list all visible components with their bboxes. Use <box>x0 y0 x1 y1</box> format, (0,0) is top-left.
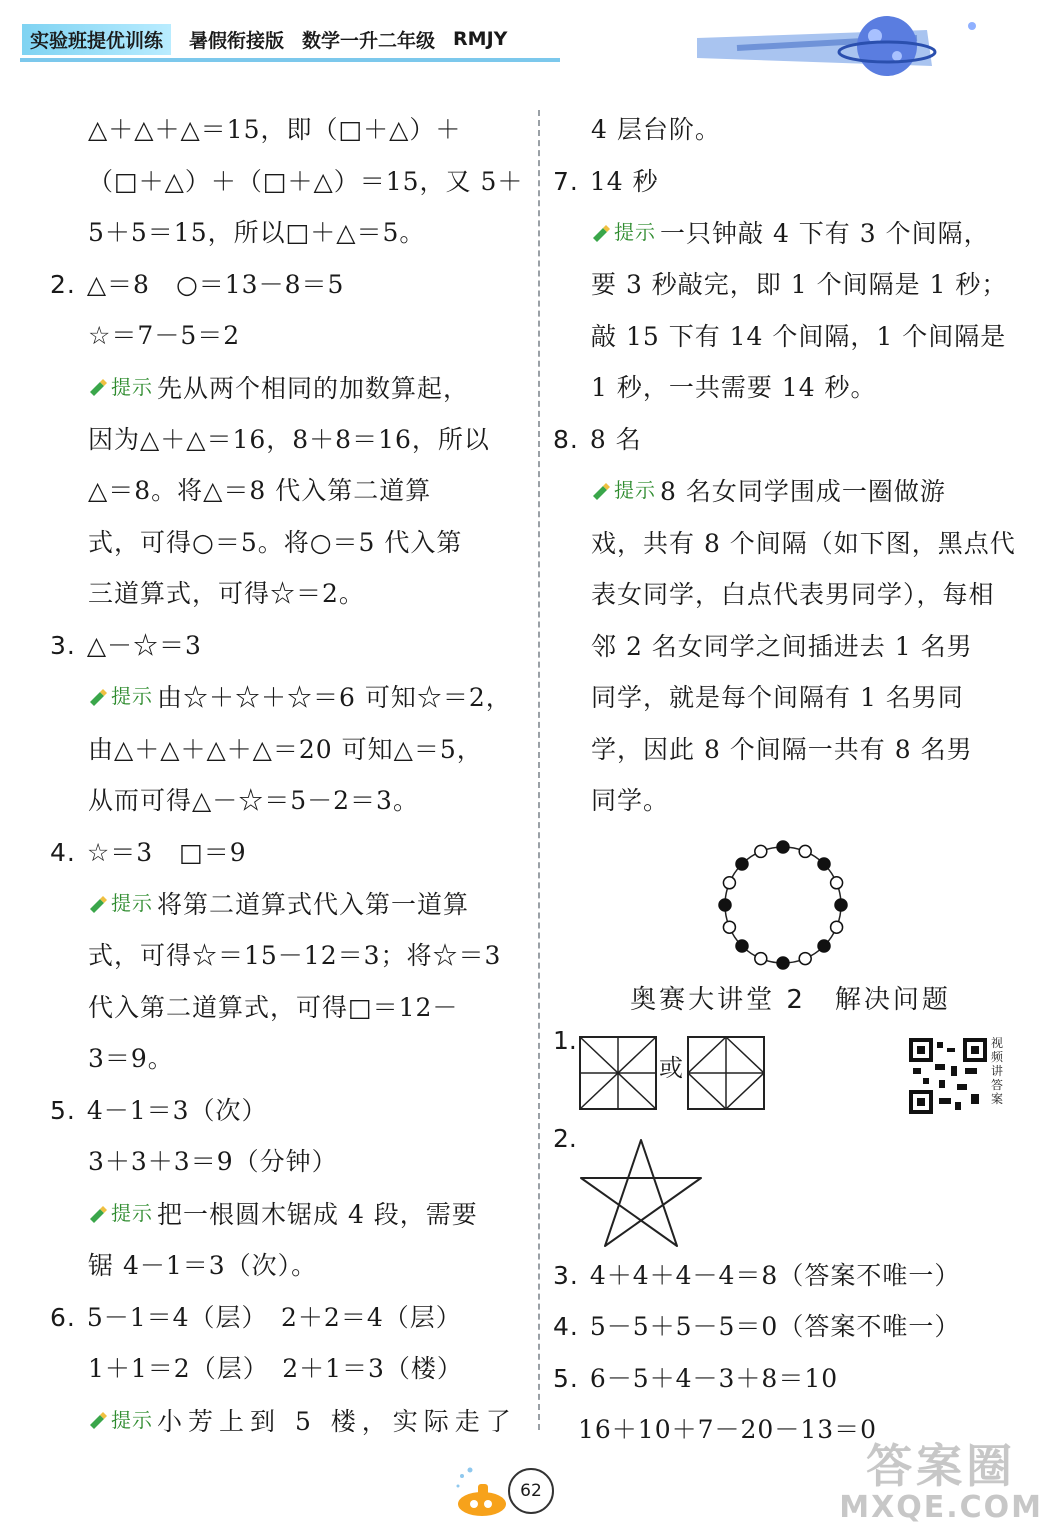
boy-dot <box>755 952 767 964</box>
q4-answer-line <box>50 827 535 879</box>
q3-hint-line-1 <box>50 671 535 723</box>
girl-dot <box>835 899 847 911</box>
p1-number: 1. <box>553 1025 577 1055</box>
q3-answer-line <box>50 620 535 672</box>
circle-of-students-figure <box>713 835 853 975</box>
pencil-icon <box>591 224 611 242</box>
subject-label: 数学一升二年级 <box>302 29 436 52</box>
p4-answer: 5－5＋5－5＝0（答案不唯一） <box>589 1312 961 1341</box>
boy-dot <box>723 921 735 933</box>
column-divider <box>538 110 540 1430</box>
q4-number: 4. <box>50 837 76 867</box>
q8-hint-line-3: 表女同学，白点代表男同学），每相 <box>591 580 995 609</box>
boy-dot <box>831 876 843 888</box>
page-number: 62 <box>508 1468 554 1514</box>
q6-answer-line <box>50 1292 535 1344</box>
right-column <box>553 104 1028 1456</box>
boy-dot <box>723 876 735 888</box>
p5-number: 5. <box>553 1363 579 1393</box>
q1-continuation-1: △＋△＋△＝15，即（□＋△）＋ <box>88 115 462 144</box>
girl-dot <box>818 857 830 869</box>
girl-dot <box>777 957 789 969</box>
p1-block <box>553 1026 1028 1118</box>
planet-illustration <box>697 8 997 83</box>
edition-label: 暑假衔接版 <box>189 29 285 52</box>
q7-hint-line-2: 要 3 秒敲完，即 1 个间隔是 1 秒； <box>591 270 1008 300</box>
watermark <box>839 1430 1043 1525</box>
p3-answer: 4＋4＋4－4＝8（答案不唯一） <box>589 1260 961 1290</box>
hint-text: 提示 <box>111 684 153 709</box>
q6-number: 6. <box>50 1302 76 1332</box>
p5-answer-b: 16＋10＋7－20－13＝0 <box>578 1415 878 1444</box>
q8-number: 8. <box>553 424 579 454</box>
q8-hint-line-1 <box>553 465 1028 517</box>
hint-text: 提示 <box>111 1407 153 1432</box>
hint-label <box>88 1188 153 1240</box>
hint-label <box>88 671 153 723</box>
header-underline <box>20 58 560 62</box>
q5-number: 5. <box>50 1095 76 1125</box>
q8-answer: 8 名 <box>589 424 642 454</box>
q2-hint-line-5: 三道算式，可得☆＝2。 <box>88 579 365 609</box>
p2-number: 2. <box>553 1123 577 1153</box>
q3-hint-text-1: 由☆＋☆＋☆＝6 可知☆＝2， <box>157 683 512 712</box>
section-title: 奥赛大讲堂 2 解决问题 <box>630 984 951 1015</box>
p3-number: 3. <box>553 1260 579 1290</box>
p3-answer-line <box>553 1250 1028 1302</box>
square-division-figure-1 <box>579 1036 657 1110</box>
circle-figure-wrap <box>553 827 1028 977</box>
q8-hint-text-1: 8 名女同学围成一圈做游 <box>660 477 946 506</box>
p2-block <box>553 1124 1028 1244</box>
series-title: 实验班提优训练 <box>22 24 171 55</box>
boy-dot <box>755 845 767 857</box>
five-point-star-figure <box>577 1138 705 1250</box>
q3-number: 3. <box>50 630 76 660</box>
q8-answer-line <box>553 414 1028 466</box>
hint-label <box>591 465 656 517</box>
q5-hint-line-1 <box>50 1188 535 1240</box>
q6-hint-text-1: 小芳上到 5 楼，实际走了 <box>157 1406 517 1436</box>
q4-hint-line-4: 3＝9。 <box>88 1044 174 1074</box>
q4-hint-line-1 <box>50 878 535 930</box>
pencil-icon <box>88 1411 108 1429</box>
boy-dot <box>831 921 843 933</box>
hint-text: 提示 <box>614 478 656 503</box>
left-column <box>50 104 535 1447</box>
q7-hint-line-3: 敲 15 下有 14 个间隔，1 个间隔是 <box>591 321 1007 351</box>
hint-label <box>88 878 153 930</box>
q3-answer: △－☆＝3 <box>86 630 202 660</box>
p4-number: 4. <box>553 1312 579 1341</box>
girl-dot <box>736 940 748 952</box>
q8-hint-line-4: 邻 2 名女同学之间插进去 1 名男 <box>591 631 973 661</box>
q6-hint-line-1 <box>50 1395 535 1447</box>
girl-dot <box>736 857 748 869</box>
q5-answer-line <box>50 1085 535 1137</box>
q7-answer-line <box>553 156 1028 208</box>
q2-hint-text-1: 先从两个相同的加数算起， <box>157 373 470 403</box>
q7-hint-line-4: 1 秒，一共需要 14 秒。 <box>591 373 877 403</box>
q3-hint-line-2: 由△＋△＋△＋△＝20 可知△＝5， <box>88 734 483 764</box>
pencil-icon <box>591 482 611 500</box>
submarine-icon <box>452 1462 512 1522</box>
qr-caption: 视频讲答案 <box>991 1035 1004 1106</box>
watermark-line-1: 答案圈 <box>866 1439 1017 1493</box>
girl-dot <box>818 940 830 952</box>
q3-hint-line-3: 从而可得△－☆＝5－2＝3。 <box>88 786 419 815</box>
q4-answer: ☆＝3 □＝9 <box>86 837 247 867</box>
q8-hint-line-5: 同学，就是每个间隔有 1 名男同 <box>591 683 964 712</box>
header-bar <box>22 24 507 54</box>
girl-dot <box>719 899 731 911</box>
pencil-icon <box>88 1205 108 1223</box>
q2-hint-line-2: 因为△＋△＝16，8＋8＝16，所以 <box>88 424 490 454</box>
p1-or-label: 或 <box>659 1053 683 1082</box>
boy-dot <box>799 952 811 964</box>
q1-continuation-3: 5＋5＝15，所以□＋△＝5。 <box>88 218 426 247</box>
q8-hint-line-2: 戏，共有 8 个间隔（如下图，黑点代 <box>591 528 1016 558</box>
q5-hint-text-1: 把一根圆木锯成 4 段，需要 <box>157 1199 478 1229</box>
q8-hint-line-6: 学，因此 8 个间隔一共有 8 名男 <box>591 734 973 764</box>
hint-label <box>88 362 153 414</box>
q2-hint-line-3: △＝8。将△＝8 代入第二道算 <box>88 476 432 506</box>
q4-hint-line-3: 代入第二道算式，可得□＝12－ <box>88 992 459 1022</box>
hint-text: 提示 <box>111 1200 153 1225</box>
hint-text: 提示 <box>111 891 153 915</box>
version-label: RMJY <box>453 28 508 50</box>
p5-answer-a: 6－5＋4－3＋8＝10 <box>589 1363 839 1393</box>
q1-continuation-2: （□＋△）＋（□＋△）＝15，又 5＋ <box>88 166 524 196</box>
q2-answer-b: ☆＝7－5＝2 <box>88 321 241 350</box>
q7-hint-line-1 <box>553 207 1028 259</box>
q5-answer-a: 4－1＝3（次） <box>86 1095 268 1125</box>
q8-hint-line-7: 同学。 <box>591 786 670 815</box>
boy-dot <box>799 845 811 857</box>
q7-hint-text-1: 一只钟敲 4 下有 3 个间隔， <box>660 218 990 248</box>
qr-code-image[interactable] <box>909 1038 987 1114</box>
q6-answer-b: 1＋1＝2（层） 2＋1＝3（楼） <box>88 1354 463 1383</box>
q5-hint-line-2: 锯 4－1＝3（次）。 <box>88 1251 318 1280</box>
q4-hint-text-1: 将第二道算式代入第一道算 <box>157 889 470 919</box>
pencil-icon <box>88 378 108 396</box>
hint-text: 提示 <box>111 374 153 399</box>
q2-hint-line-4: 式，可得○＝5。将○＝5 代入第 <box>88 527 463 557</box>
q5-answer-b: 3＋3＋3＝9（分钟） <box>88 1147 338 1177</box>
q7-answer: 14 秒 <box>589 166 659 196</box>
q4-hint-line-2: 式，可得☆＝15－12＝3；将☆＝3 <box>88 941 502 971</box>
q7-number: 7. <box>553 166 579 196</box>
girl-dot <box>777 841 789 853</box>
watermark-line-2: MXQE.COM <box>839 1490 1043 1525</box>
page-header <box>0 0 1057 80</box>
pencil-icon <box>88 688 108 706</box>
hint-label <box>591 207 656 259</box>
q2-number: 2. <box>50 269 76 299</box>
q6-hint-continuation: 4 层台阶。 <box>591 115 721 144</box>
p5-answer-line <box>553 1353 1028 1405</box>
hint-label <box>88 1395 153 1447</box>
square-division-figure-2 <box>687 1036 765 1110</box>
p4-answer-line <box>553 1301 1028 1353</box>
q2-hint-line-1 <box>50 362 535 414</box>
hint-text: 提示 <box>614 220 656 244</box>
pencil-icon <box>88 895 108 913</box>
q6-answer-a: 5－1＝4（层） 2＋2＝4（层） <box>86 1302 462 1332</box>
q2-answer-line-1 <box>50 259 535 311</box>
q2-answer-a: △＝8 ○＝13－8＝5 <box>86 269 345 299</box>
